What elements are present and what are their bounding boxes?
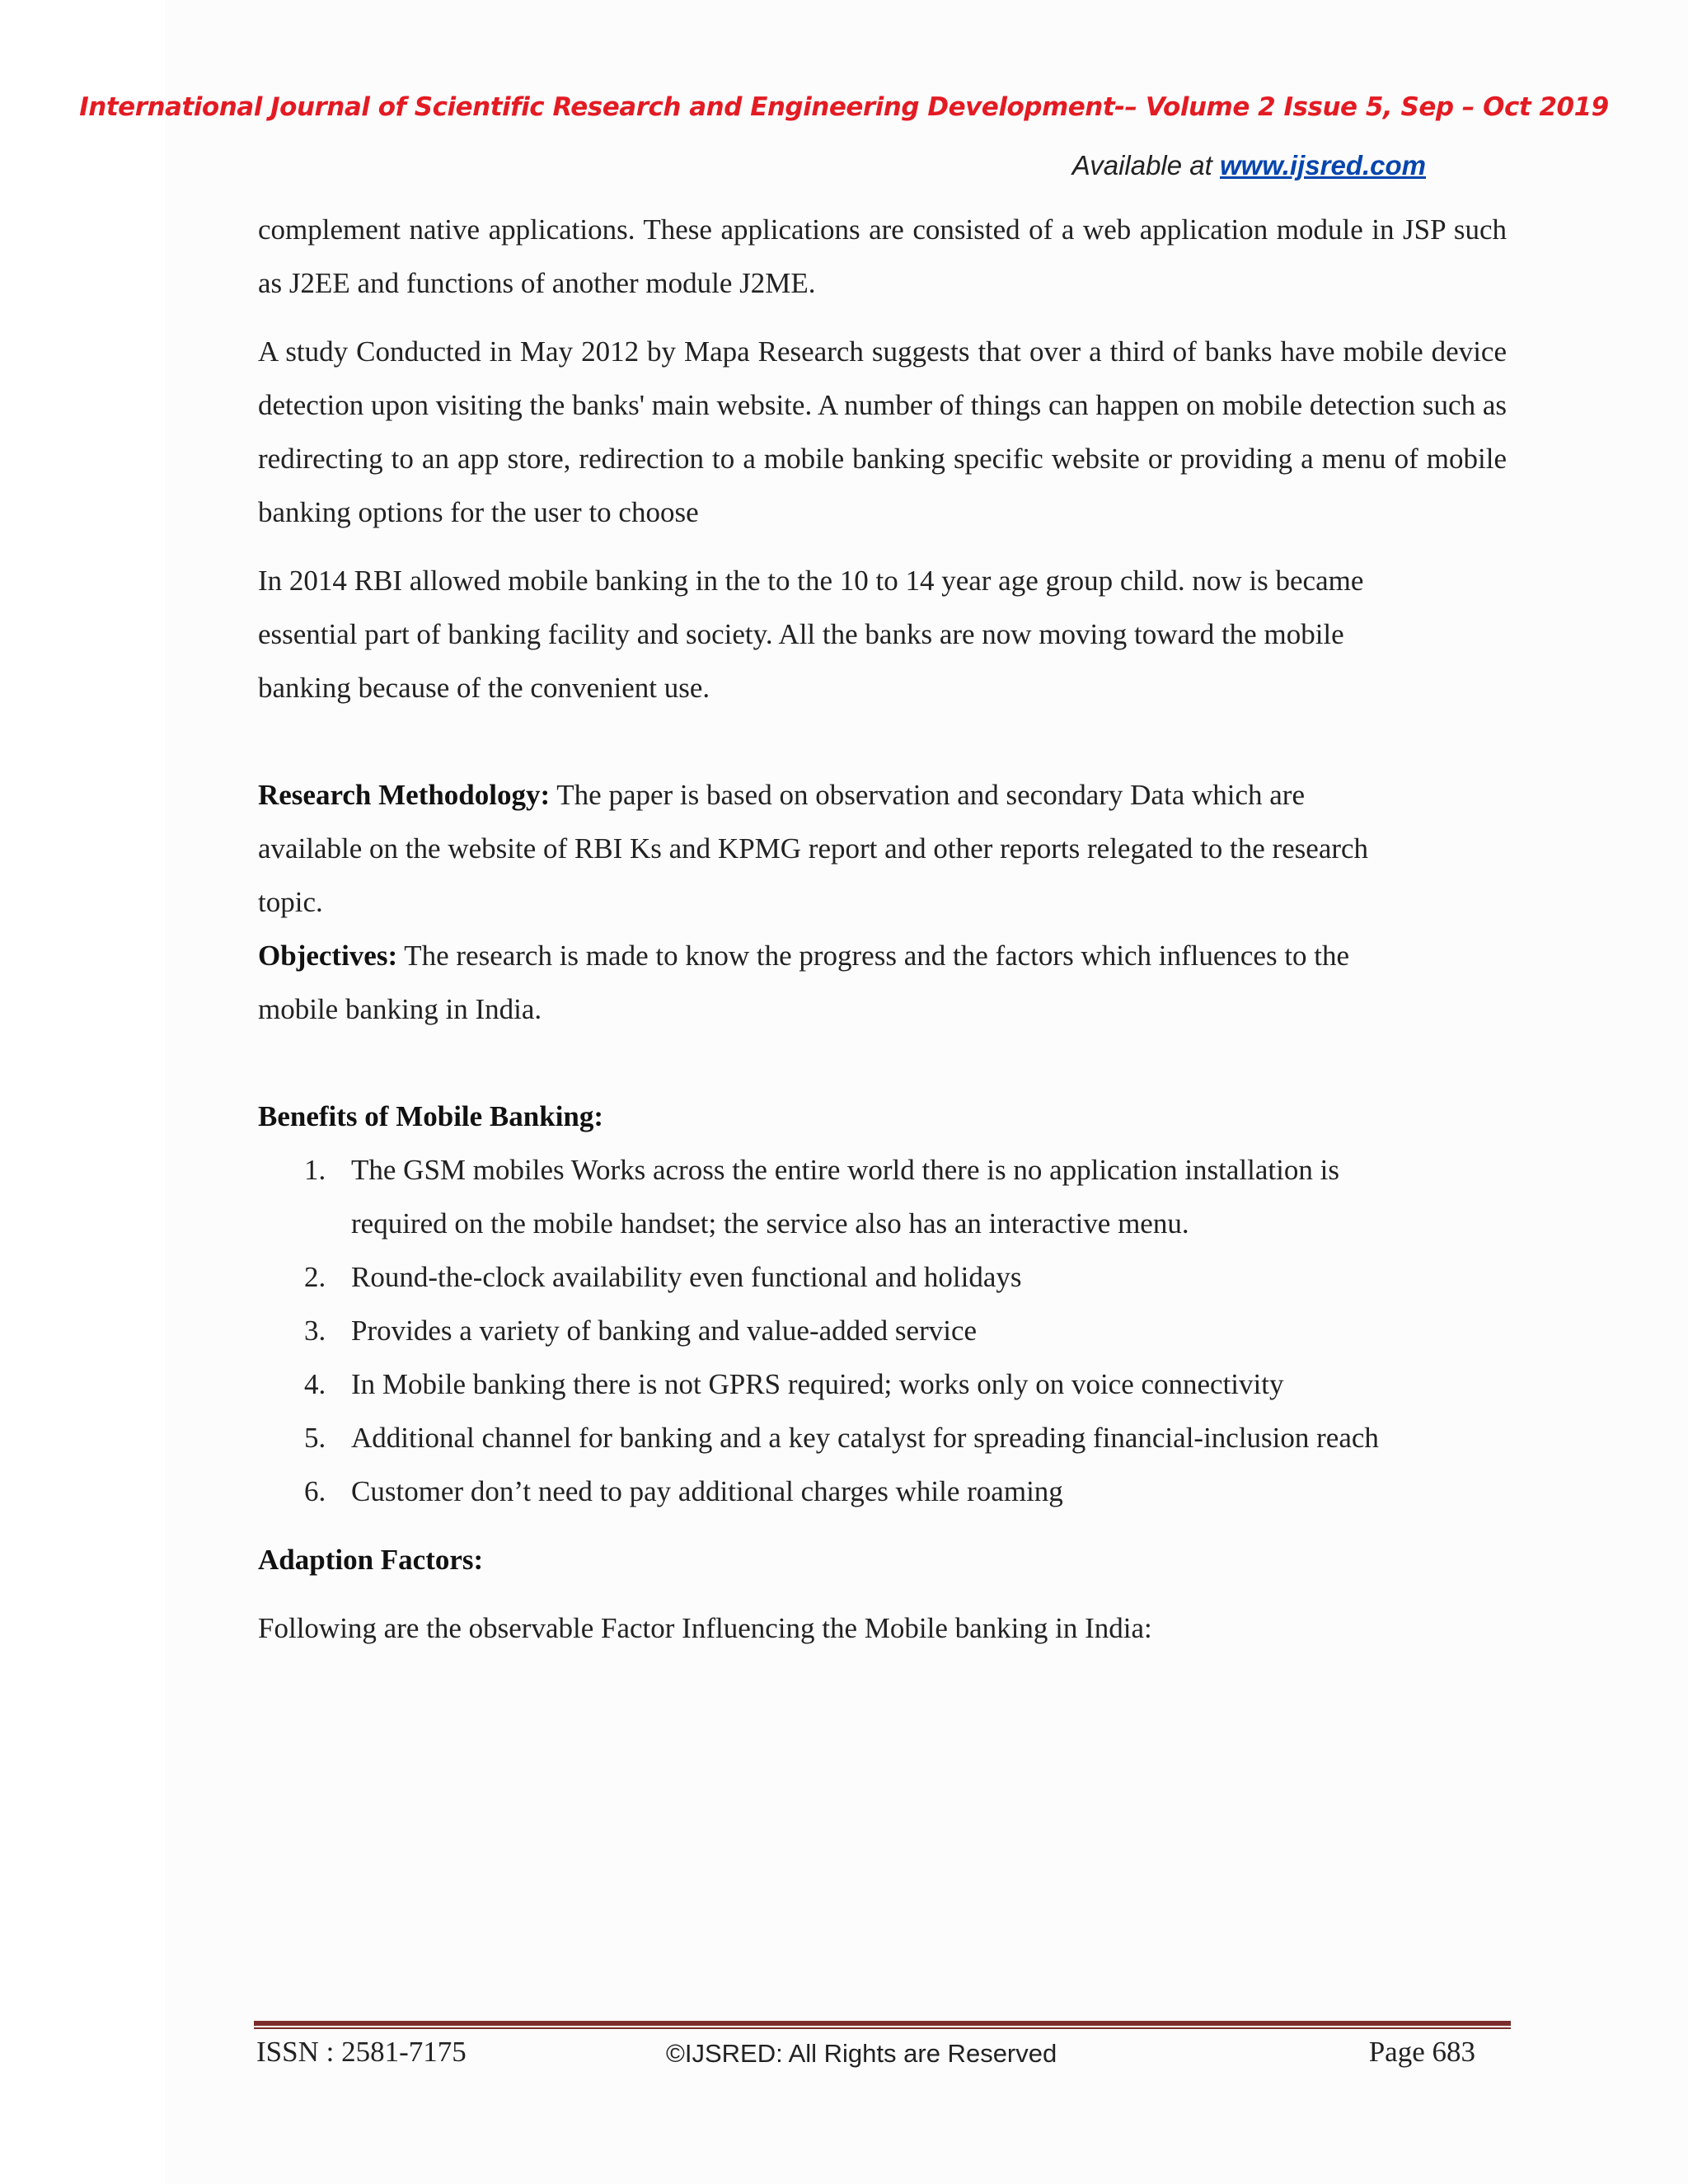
list-item-number: 4. (304, 1368, 326, 1400)
list-item-line: In Mobile banking there is not GPRS required; works only on voice connectivity (351, 1368, 1284, 1400)
available-prefix: Available at (1071, 150, 1220, 180)
list-item-number: 2. (304, 1261, 326, 1293)
paragraph-mapa-research: A study Conducted in May 2012 by Mapa Research suggests that over a third of banks have mobile device detection upon visiting the banks' main website. A number of things can happen on mobile detection such as redirecting to an app store, redirection to a mobile banking specific website or providing a menu of mobile banking options for the user to choose (258, 335, 1507, 528)
paragraph-native-applications: complement native applications. These applications are consisted of a web application module in JSP such as J2EE and functions of another module J2ME. (258, 213, 1507, 299)
list-item (258, 1465, 1507, 1518)
benefits-list (258, 1143, 1507, 1518)
paragraph-line: topic. (258, 886, 323, 918)
list-item-number: 6. (304, 1475, 326, 1507)
list-item-line: The GSM mobiles Works across the entire world there is no application installation is (351, 1154, 1339, 1186)
list-item-number: 1. (304, 1154, 326, 1186)
availability-line (1072, 150, 1426, 181)
paragraph-line (258, 929, 1507, 982)
journal-website-link[interactable]: www.ijsred.com (1219, 150, 1426, 180)
list-item-number: 5. (304, 1422, 326, 1454)
paper-body (258, 203, 1507, 1655)
footer-copyright: ©IJSRED: All Rights are Reserved (666, 2039, 1057, 2068)
paragraph-line: banking because of the convenient use. (258, 672, 710, 704)
list-item-line: Round-the-clock availability even functional and holidays (351, 1261, 1022, 1293)
list-item (258, 1304, 1507, 1357)
adaption-factors-text: Following are the observable Factor Influencing the Mobile banking in India: (258, 1612, 1152, 1644)
paragraph-line (258, 768, 1507, 822)
paragraph-line: essential part of banking facility and society. All the banks are now moving toward the mobile (258, 618, 1344, 650)
list-item (258, 1411, 1507, 1465)
list-item (258, 1357, 1507, 1411)
list-item-line: Provides a variety of banking and value-added service (351, 1315, 978, 1347)
list-item (258, 1143, 1507, 1250)
paragraph-line: available on the website of RBI Ks and KPMG report and other reports relegated to the research (258, 832, 1369, 865)
paragraph-line: mobile banking in India. (258, 993, 542, 1025)
paragraph-rbi-2014 (258, 554, 1507, 715)
research-methodology-label: Research Methodology: (258, 779, 551, 811)
adaption-factors-heading: Adaption Factors: (258, 1544, 484, 1576)
paragraph-line: In 2014 RBI allowed mobile banking in the to the 10 to 14 year age group child. now is became (258, 565, 1364, 597)
list-item-line: Additional channel for banking and a key catalyst for spreading financial-inclusion reach (351, 1422, 1379, 1454)
journal-header: International Journal of Scientific Research and Engineering Development-– Volume 2 Issue 5, Sep – Oct 2019 (79, 92, 1609, 122)
footer-divider (254, 2021, 1511, 2029)
objectives-label: Objectives: (258, 940, 398, 972)
footer-issn: ISSN : 2581-7175 (256, 2036, 467, 2068)
objectives-section (258, 929, 1507, 1036)
list-item-number: 3. (304, 1315, 326, 1347)
objectives-text: The research is made to know the progress and the factors which influences to the (397, 940, 1350, 972)
list-item-line: Customer don’t need to pay additional charges while roaming (351, 1475, 1063, 1507)
list-item-line: required on the mobile handset; the service also has an interactive menu. (351, 1207, 1189, 1240)
research-methodology-section (258, 768, 1507, 929)
research-methodology-text: The paper is based on observation and secondary Data which are (550, 779, 1305, 811)
list-item (258, 1250, 1507, 1304)
benefits-heading: Benefits of Mobile Banking: (258, 1100, 604, 1132)
footer-page-number: Page 683 (1368, 2036, 1475, 2068)
